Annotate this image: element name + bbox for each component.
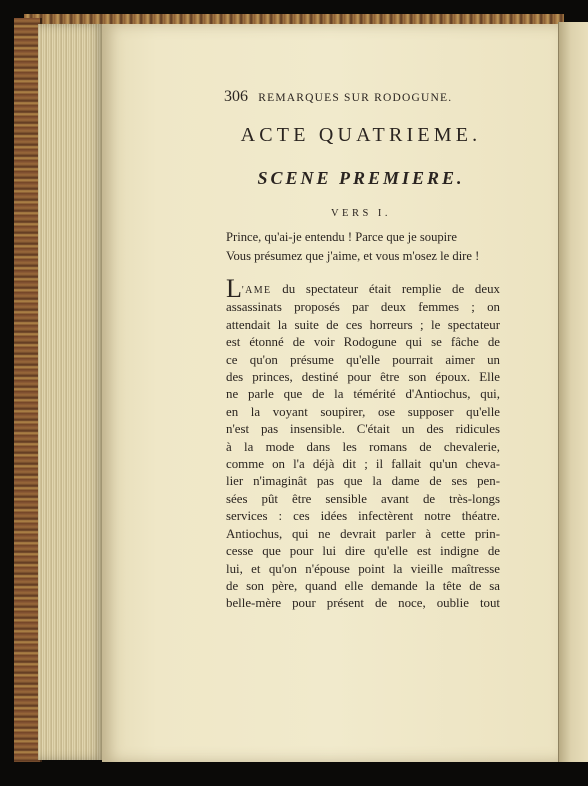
running-header (224, 88, 464, 106)
page-stack-edge (38, 24, 104, 760)
body-line: de son père, quand elle demande la tête de sa (226, 578, 500, 593)
body-line: n'est pas insensible. C'était un des ridicules (226, 422, 500, 437)
body-line: services : ces idées infectèrent notre théatre. (226, 509, 500, 524)
quote-line: Vous présumez que j'aime, et vous m'osez le dire ! (226, 249, 480, 263)
body-line: belle-mère pour présent de noce, oublie tout (226, 596, 500, 611)
commentary-body (226, 274, 500, 613)
body-line: Antiochus, qui ne devrait parler à cette prin- (226, 526, 500, 541)
first-word-rest: 'AME (241, 285, 272, 296)
verse-label: VERS I. (330, 208, 392, 219)
body-line: des princes, destiné pour être son époux. Elle (226, 370, 500, 385)
body-line: du spectateur était remplie de deux (271, 282, 500, 296)
body-line: lui, et qu'on n'épouse point la vieille maîtresse (226, 561, 500, 576)
body-line: ne parle que de la témérité d'Antiochus, qui, (226, 387, 500, 402)
body-line: comme on l'a déjà dit ; il fallait qu'un cheva- (226, 457, 500, 472)
body-line: à la mode dans les romans de chevalerie, (226, 439, 500, 454)
drop-cap: L (226, 274, 242, 303)
body-line-first (226, 274, 500, 303)
body-line: assassinats proposés par deux femmes ; on (226, 300, 500, 315)
body-line: sées pût être sensible avant de très-longs (226, 491, 500, 506)
body-line: lier n'imaginât pas que la dame de ses pen- (226, 474, 500, 489)
body-line: en la voyant soupirer, ose supposer qu'elle (226, 404, 500, 419)
page-number: 306 (224, 88, 248, 105)
act-title: ACTE QUATRIEME. (240, 124, 482, 146)
book-top-edge (24, 14, 564, 24)
verse-quote (226, 228, 500, 266)
body-line: est étonné de voir Rodogune qui se fâche de (226, 335, 500, 350)
facing-page-edge (558, 22, 588, 762)
body-line: cesse que pour lui dire qu'elle est indigne de (226, 544, 500, 559)
running-title: REMARQUES SUR RODOGUNE. (258, 92, 453, 104)
body-line: attendait la suite de ces horreurs ; le spectateur (226, 317, 500, 332)
scene-title: SCENE PREMIERE. (257, 168, 465, 188)
quote-line: Prince, qu'ai-je entendu ! Parce que je soupire (226, 230, 457, 244)
body-line: ce qu'on présume qu'elle pourrait aimer un (226, 352, 500, 367)
